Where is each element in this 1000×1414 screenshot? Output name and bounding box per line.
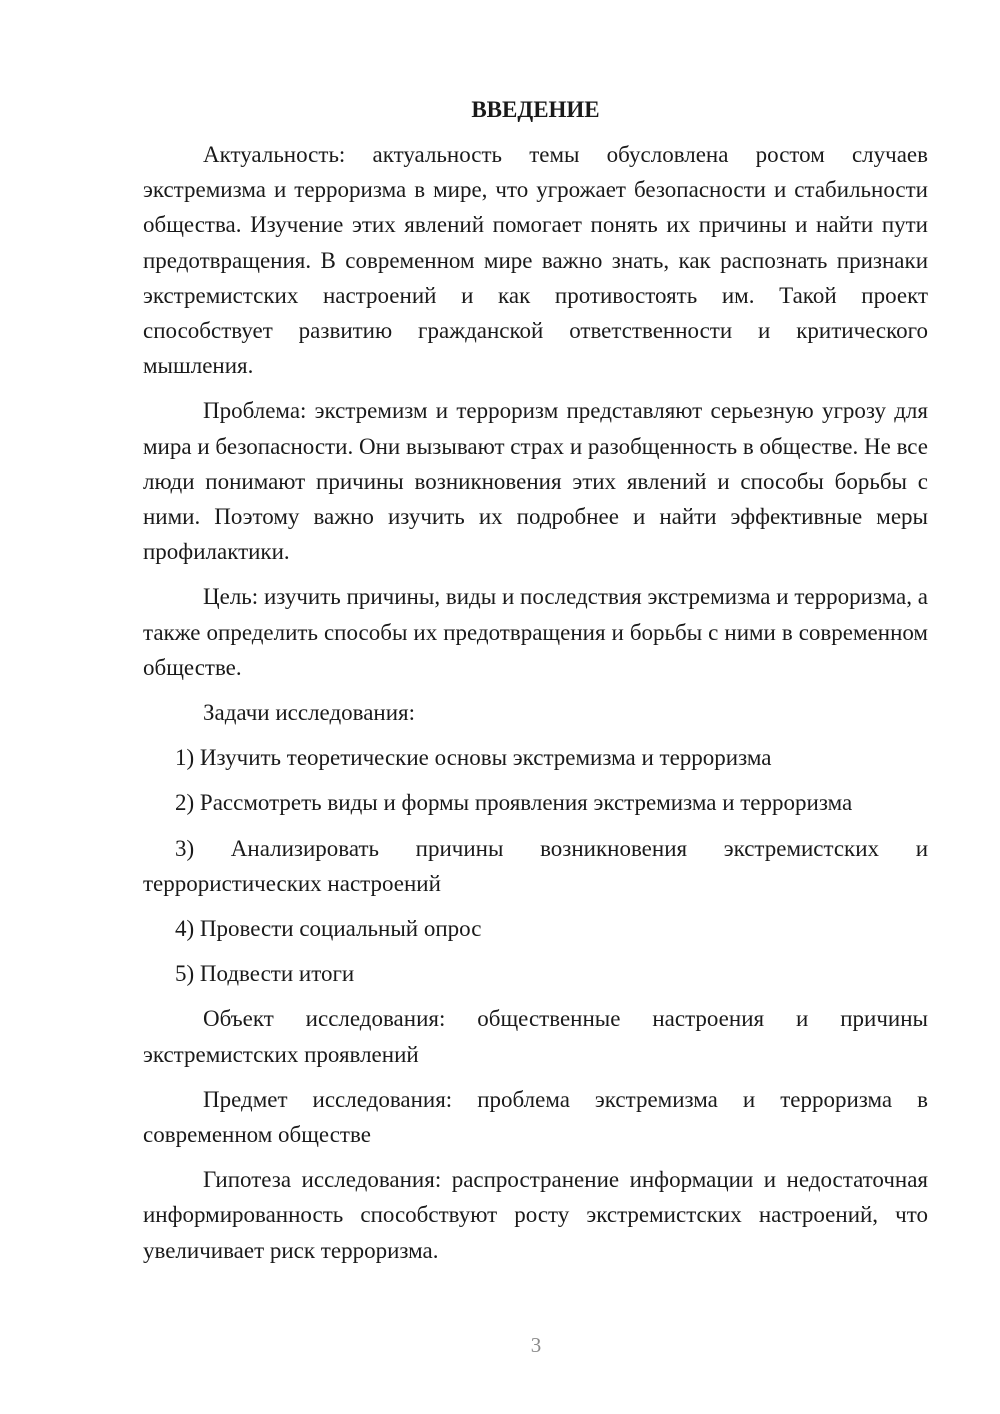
document-body bbox=[143, 92, 928, 1268]
task-item-4: 4) Провести социальный опрос bbox=[175, 916, 482, 942]
task-item-5: 5) Подвести итоги bbox=[175, 961, 355, 987]
subject-paragraph: Предмет исследования: проблема экстремизма и терроризма в современном обществе bbox=[143, 1086, 928, 1148]
task-item-1: 1) Изучить теоретические основы экстремизма и терроризма bbox=[175, 745, 772, 771]
page-number: 3 bbox=[530, 1333, 542, 1357]
tasks-heading: Задачи исследования: bbox=[203, 700, 416, 726]
hypothesis-paragraph: Гипотеза исследования: распространение информации и недостаточная информированность способствуют росту экстремистских настроений, что увеличивает риск терроризма. bbox=[143, 1167, 928, 1263]
relevance-paragraph: Актуальность: актуальность темы обусловлена ростом случаев экстремизма и терроризма в мире, что угрожает безопасности и стабильности общества. Изучение этих явлений помогает понять их причины и найти пути предотвращения. В современном мире важно знать, как распознать признаки экстремистских настроений и как противостоять им. Такой проект способствует развитию гражданской ответственности и критического мышления. bbox=[143, 142, 928, 379]
problem-paragraph: Проблема: экстремизм и терроризм представляют серьезную угрозу для мира и безопасности. Они вызывают страх и разобщенность в обществе. Не все люди понимают причины возникновения этих явлений и способы борьбы с ними. Поэтому важно изучить их подробнее и найти эффективные меры профилактики. bbox=[143, 398, 928, 565]
task-item-2: 2) Рассмотреть виды и формы проявления экстремизма и терроризма bbox=[175, 790, 853, 816]
object-paragraph: Объект исследования: общественные настроения и причины экстремистских проявлений bbox=[143, 1006, 928, 1067]
task-item-3: 3) Анализировать причины возникновения экстремистских и террористических настроений bbox=[143, 835, 928, 896]
goal-paragraph: Цель: изучить причины, виды и последствия экстремизма и терроризма, а также определить способы их предотвращения и борьбы с ними в современном обществе. bbox=[143, 584, 928, 680]
section-title: ВВЕДЕНИЕ bbox=[471, 97, 600, 122]
